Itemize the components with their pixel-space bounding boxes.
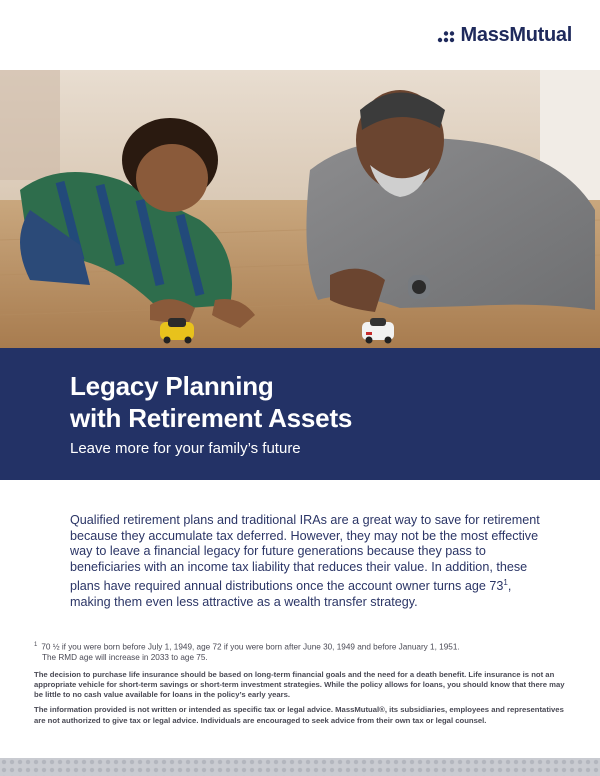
title-line-1: Legacy Planning	[70, 371, 274, 401]
page-title	[70, 370, 550, 434]
footnote-reference: 1	[503, 578, 508, 588]
disclaimer-life-insurance: The decision to purchase life insurance should be based on long-term financial goals and the need for a death benefit. Life insurance is not an appropriate vehicle for short-term savings or short-term investment strategies. While the policy allows for loans, you should know that there may be little to no cash value available for loans in the policy’s early years.	[34, 669, 565, 700]
title-line-2: with Retirement Assets	[70, 403, 353, 433]
dots-logo-mark-icon	[437, 29, 457, 43]
massmutual-logo	[437, 24, 572, 47]
page-subtitle: Leave more for your family’s future	[70, 440, 301, 457]
footnote-1-line-1: 70 ½ if you were born before July 1, 1949, age 72 if you were born after June 30, 1949 and before January 1, 1951.	[41, 642, 460, 652]
title-banner	[0, 348, 600, 480]
family-photo-illustration	[0, 70, 600, 348]
footnote-1-line-2: The RMD age will increase in 2033 to age 75.	[42, 653, 208, 663]
page-header	[0, 0, 600, 70]
footnote-1-marker: 1	[34, 642, 38, 648]
footnotes-section	[34, 640, 566, 731]
intro-paragraph	[70, 513, 540, 611]
intro-text-2: , making them even less attractive as a wealth transfer strategy.	[70, 579, 512, 610]
hero-photo	[0, 70, 600, 348]
disclaimer-tax-advice: The information provided is not written or intended as specific tax or legal advice. MassMutual®, its subsidiaries, employees and representatives are not authorized to give tax or legal advice. Individuals are encouraged to seek advice from their own tax or legal counsel.	[34, 705, 564, 725]
decorative-bottom-bar	[0, 758, 600, 776]
intro-text-1: Qualified retirement plans and traditional IRAs are a great way to save for retirement because they accumulate tax deferred. However, they may not be the most effective way to leave a financial legacy for future generations because they pass to beneficiaries with an income tax liability that reduces their value. In addition, these plans have required annual distributions once the account owner turns age 73	[70, 513, 540, 594]
footnote-1	[34, 640, 566, 664]
logo-text: MassMutual	[460, 24, 572, 46]
